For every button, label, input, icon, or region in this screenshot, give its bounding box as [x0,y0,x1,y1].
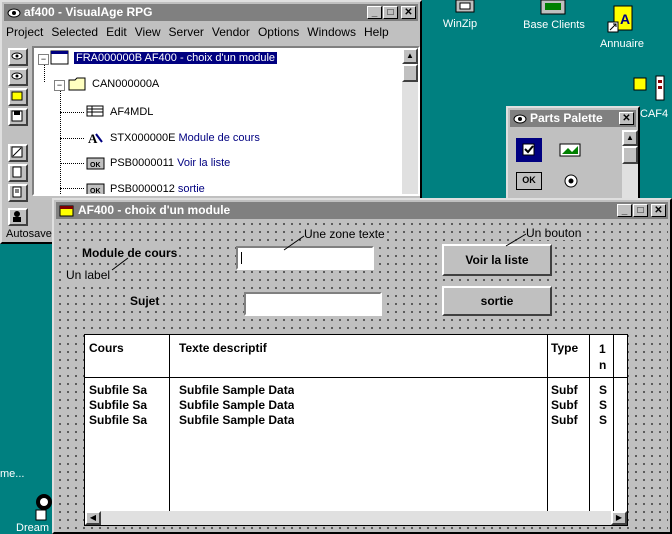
desktop-icon-label: CAF4 [640,108,669,120]
palette-titlebar[interactable] [510,110,636,127]
palette-radio-part[interactable] [562,172,580,190]
tree-item-code: PSB0000012 [110,183,175,195]
app-eye-icon [513,113,527,125]
annotation-bouton: Un bouton [526,226,582,240]
dream-desktop-icon[interactable] [16,492,54,534]
form-window-icon [59,205,75,217]
edit-icon [10,146,24,158]
push-button-part-icon [86,182,106,196]
sujet-input[interactable] [244,292,382,316]
subfile-grid[interactable] [84,334,628,526]
project-tree-view[interactable] [32,46,420,196]
toolbar-button-4[interactable] [8,108,28,126]
desktop-icon-label: Base Clients [523,19,585,31]
eye-icon [10,70,24,82]
subfile-cell: Subfile Sa [89,383,148,397]
menu-options[interactable]: Options [257,25,300,39]
menu-windows[interactable]: Windows [307,25,356,39]
subfile-cell: Subf [551,398,578,412]
voir-la-liste-button[interactable]: Voir la liste [442,244,552,276]
menu-project[interactable]: Project [6,25,44,39]
tree-item-code: STX000000E [110,132,176,144]
scroll-left-button[interactable]: ◀ [85,511,101,525]
palette-image-part[interactable] [558,140,584,160]
svg-text:OK: OK [90,162,101,169]
caf4-icon [632,74,668,104]
main-menubar [6,23,416,41]
close-button[interactable]: ✕ [401,6,416,19]
form-titlebar[interactable] [56,202,668,219]
maximize-button[interactable]: □ [383,6,398,19]
subfile-cell: Subfile Sa [89,413,148,427]
tree-item-stx[interactable] [110,132,260,144]
module-label[interactable]: Module de cours [82,246,178,260]
toolbar-button-6[interactable] [8,164,28,182]
toolbar-button-7[interactable] [8,184,28,202]
toolbar-button-8[interactable] [8,208,28,226]
tree-item-psb12[interactable] [110,183,205,195]
svg-text:A: A [88,131,98,146]
dream-icon [34,492,54,522]
vertical-toolbar [8,48,28,228]
menu-help[interactable]: Help [363,25,389,39]
tree-item-window[interactable]: FRA000000B AF400 - choix d'un module [76,52,275,64]
person-icon [10,210,24,222]
tree-expander[interactable]: − [38,54,49,65]
subfile-cell: S [599,413,608,427]
winzip-icon [454,0,478,16]
toolbar-button-3[interactable] [8,88,28,106]
push-button-part-icon [86,156,106,172]
toolbar-button-2[interactable] [8,68,28,86]
form-design-canvas[interactable] [56,220,668,532]
base-clients-desktop-icon[interactable] [518,0,590,34]
annotation-zone-texte: Une zone texte [304,227,385,241]
folder-icon [68,76,88,92]
subfile-cell: Subf [551,383,578,397]
subfile-cell: Subfile Sample Data [179,398,295,412]
subfile-cell: Subfile Sa [89,398,148,412]
subfile-cell: S [599,398,608,412]
svg-text:A: A [620,11,631,27]
palette-vertical-scrollbar[interactable] [622,130,638,200]
menu-vendor[interactable]: Vendor [211,25,250,39]
scroll-up-button[interactable]: ▲ [622,130,638,146]
toolbar-button-5[interactable] [8,144,28,162]
subfile-header-texte: Texte descriptif [179,341,267,355]
desktop-icon-label: WinZip [442,18,478,30]
sujet-label[interactable]: Sujet [130,294,160,308]
eye-icon [10,50,24,62]
import-icon [10,90,24,102]
subfile-cell: Subfile Sample Data [179,383,295,397]
subfile-horizontal-scrollbar[interactable] [85,511,627,525]
winzip-desktop-icon[interactable] [440,0,480,32]
tree-expander[interactable]: − [54,80,65,91]
svg-text:OK: OK [90,188,101,195]
page-icon [10,186,24,198]
menu-selected[interactable]: Selected [51,25,99,39]
annotation-label: Un label [66,268,111,282]
tree-item-desc: Voir la liste [177,157,231,169]
menu-server[interactable]: Server [168,25,204,39]
tree-item-desc: Module de cours [178,132,260,144]
document-icon [10,166,24,178]
subfile-header-type: Type [551,341,579,355]
sortie-button[interactable]: sortie [442,286,552,316]
scroll-right-button[interactable]: ▶ [611,511,627,525]
close-button[interactable]: ✕ [619,112,634,125]
tree-item-psb11[interactable] [110,157,230,169]
window-part-icon [50,50,70,66]
form-window-title: AF400 - choix d'un module [78,203,231,217]
menu-view[interactable]: View [134,25,161,39]
scroll-thumb[interactable] [402,64,418,82]
toolbar-button-1[interactable] [8,48,28,66]
palette-push-button-part[interactable]: OK [516,172,542,190]
radio-icon [562,172,580,190]
tree-vertical-scrollbar[interactable] [402,48,418,194]
maximize-button[interactable]: □ [633,204,648,217]
status-bar: Autosave [6,228,52,240]
annuaire-desktop-icon[interactable] [598,2,646,52]
parts-palette-window [506,106,640,202]
main-titlebar[interactable] [4,4,418,21]
main-window-title: af400 - VisualAge RPG [24,5,153,19]
menu-edit[interactable]: Edit [106,25,127,39]
tree-item-af4mdl[interactable]: AF4MDL [110,106,154,118]
palette-title: Parts Palette [530,111,603,125]
minimize-button[interactable]: _ [617,204,632,217]
minimize-button[interactable]: _ [367,6,382,19]
tree-item-code: PSB0000011 [110,157,175,169]
subfile-cell: Subf [551,413,578,427]
static-text-part-icon [86,130,106,146]
module-input[interactable] [236,246,374,270]
scroll-up-button[interactable]: ▲ [402,48,418,64]
scroll-thumb[interactable] [622,146,638,164]
palette-checkbox-part[interactable] [516,138,542,162]
save-icon [10,110,24,122]
subfile-header-cours: Cours [89,341,124,355]
app-eye-icon [7,7,21,19]
image-icon [558,140,584,160]
form-design-window [52,198,672,534]
tree-item-canvas[interactable]: CAN000000A [92,78,160,90]
subfile-cell: Subfile Sample Data [179,413,295,427]
subfile-cell: S [599,383,608,397]
subfile-part-icon [86,104,106,120]
checkbox-icon [518,140,540,160]
desktop-partial-label: me... [0,468,25,480]
subfile-header-num: 1 n [599,342,607,372]
annuaire-icon [606,2,638,34]
base-clients-icon [539,0,569,18]
close-button[interactable]: ✕ [651,204,666,217]
desktop-icon-label: Annuaire [599,38,645,50]
tree-item-desc: sortie [177,183,205,195]
desktop-icon-label: Dream [16,522,50,534]
